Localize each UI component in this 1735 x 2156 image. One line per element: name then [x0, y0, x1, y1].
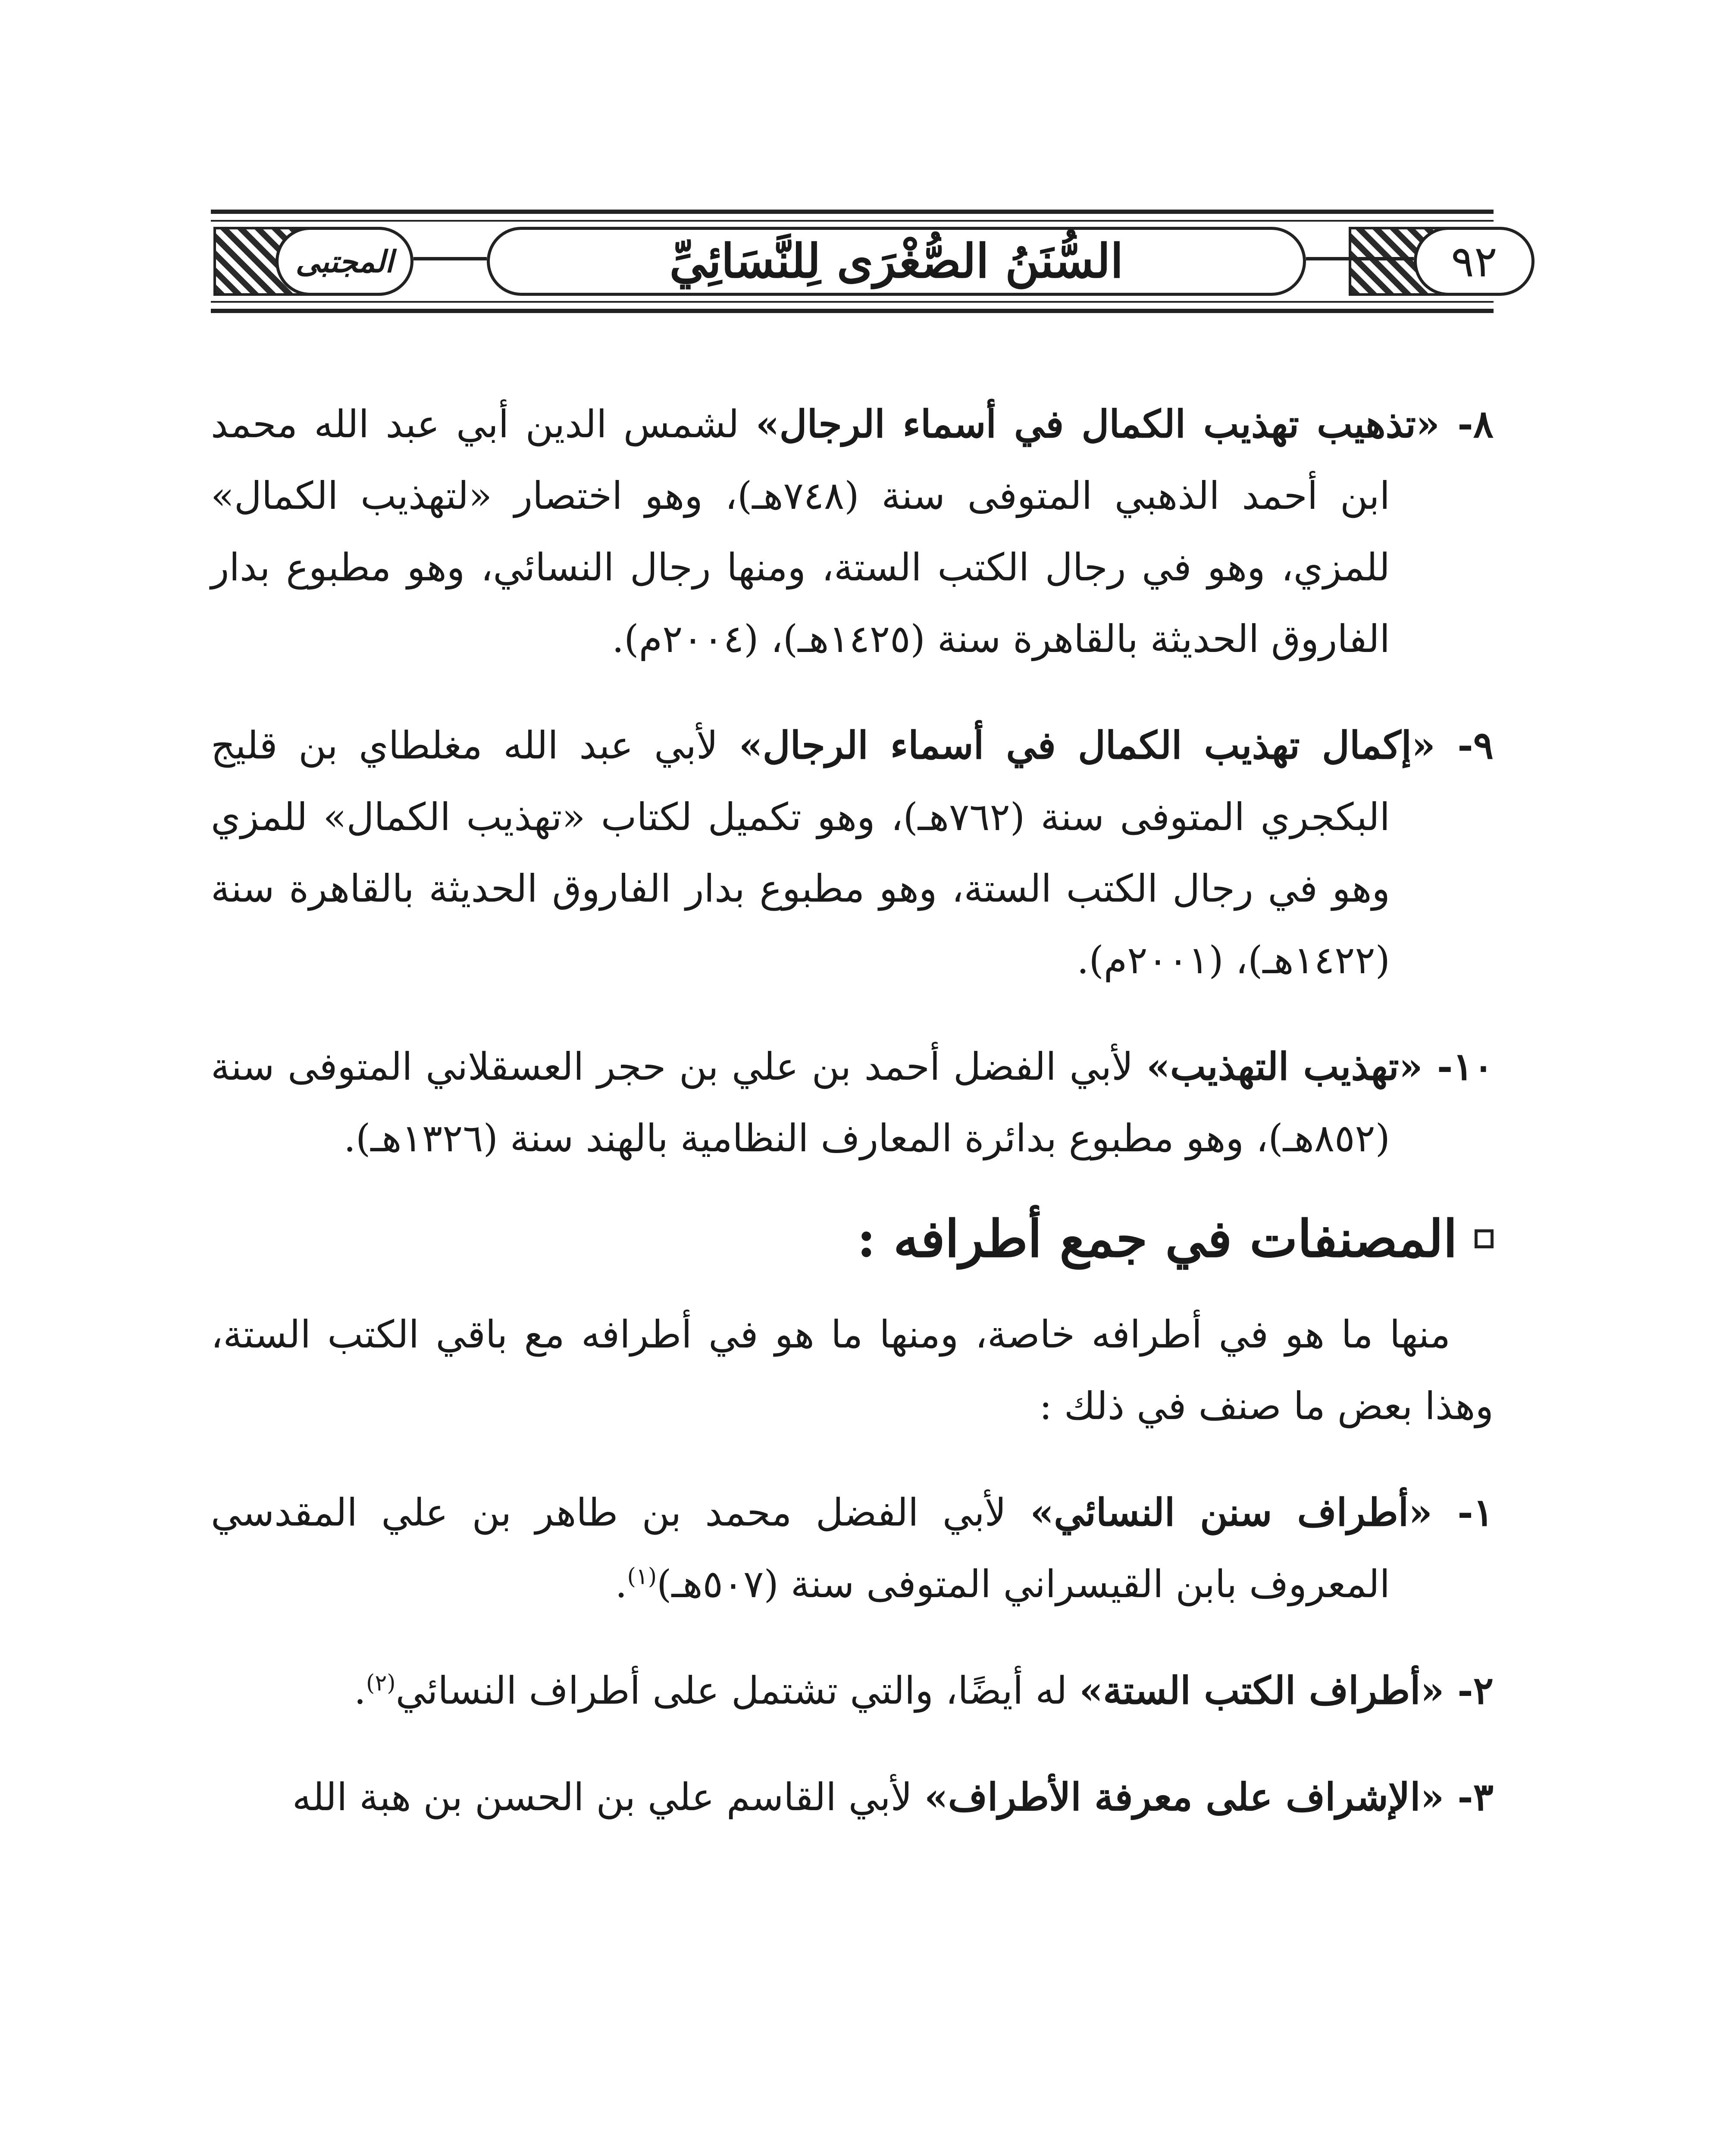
header-side-label	[276, 227, 413, 296]
header-title	[487, 227, 1306, 296]
section-heading	[211, 1209, 1494, 1269]
list-item	[211, 1031, 1494, 1174]
item-title: «تذهيب تهذيب الكمال في أسماء الرجال»	[755, 401, 1440, 446]
item-number: ٩-	[1435, 723, 1494, 768]
page-number-badge	[1414, 227, 1535, 296]
item-title: «أطراف الكتب الستة»	[1079, 1668, 1444, 1713]
footnote-ref[interactable]: (٢)	[366, 1670, 396, 1696]
square-bullet-icon	[1475, 1229, 1494, 1248]
page-number: ٩٢	[1451, 236, 1497, 287]
list-item	[211, 1476, 1494, 1620]
page-body	[211, 388, 1494, 1868]
item-text: لأبي الفضل أحمد بن علي بن حجر العسقلاني المتوفى سنة (٨٥٢هـ)، وهو مطبوع بدائرة المعارف النظامية بالهند سنة (١٣٢٦هـ).	[211, 1044, 1390, 1160]
item-text: لأبي الفضل محمد بن طاهر بن علي المقدسي المعروف بابن القيسراني المتوفى سنة (٥٠٧هـ)	[211, 1490, 1390, 1606]
item-title: «الإشراف على معرفة الأطراف»	[924, 1774, 1444, 1819]
side-label-text: المجتبى	[295, 243, 394, 279]
item-end: .	[615, 1562, 627, 1606]
item-number: ٣-	[1444, 1774, 1494, 1819]
list-item	[211, 1655, 1494, 1727]
footnote-ref[interactable]: (١)	[627, 1564, 657, 1590]
item-number: ١٠-	[1422, 1044, 1494, 1089]
section-intro: منها ما هو في أطرافه خاصة، ومنها ما هو في أطرافه مع باقي الكتب الستة، وهذا بعض ما صنف في ذلك :	[211, 1312, 1494, 1428]
item-text: له أيضًا، والتي تشتمل على أطراف النسائي	[395, 1668, 1080, 1713]
page-header	[211, 210, 1497, 313]
item-text: لشمس الدين أبي عبد الله محمد ابن أحمد الذهبي المتوفى سنة (٧٤٨هـ)، وهو اختصار «لتهذيب الكمال» للمزي، وهو في رجال الكتب الستة، ومنها رجال النسائي، وهو مطبوع بدار الفاروق الحديثة بالقاهرة سنة (١٤٢٥هـ)، (٢٠٠٤م).	[211, 402, 1390, 661]
header-connector	[1306, 257, 1414, 260]
item-number: ٨-	[1440, 401, 1494, 446]
item-text: لأبي القاسم علي بن الحسن بن هبة الله	[292, 1775, 924, 1819]
book-title: السُّنَنُ الصُّغْرَى لِلنَّسَائِيِّ	[669, 234, 1124, 288]
list-item	[211, 709, 1494, 996]
item-text: لأبي عبد الله مغلطاي بن قليج البكجري المتوفى سنة (٧٦٢هـ)، وهو تكميل لكتاب «تهذيب الكمال» للمزي وهو في رجال الكتب الستة، وهو مطبوع بدار الفاروق الحديثة بالقاهرة سنة (١٤٢٢هـ)، (٢٠٠١م).	[211, 723, 1390, 982]
item-title: «تهذيب التهذيب»	[1146, 1044, 1423, 1089]
header-connector	[413, 257, 487, 260]
item-number: ١-	[1432, 1490, 1494, 1535]
item-title: «أطراف سنن النسائي»	[1030, 1490, 1433, 1535]
list-item	[211, 1761, 1494, 1833]
section-heading-text: المصنفات في جمع أطرافه :	[857, 1209, 1457, 1269]
list-item	[211, 388, 1494, 675]
item-title: «إكمال تهذيب الكمال في أسماء الرجال»	[739, 723, 1435, 768]
item-number: ٢-	[1444, 1668, 1494, 1713]
item-end: .	[354, 1668, 366, 1713]
